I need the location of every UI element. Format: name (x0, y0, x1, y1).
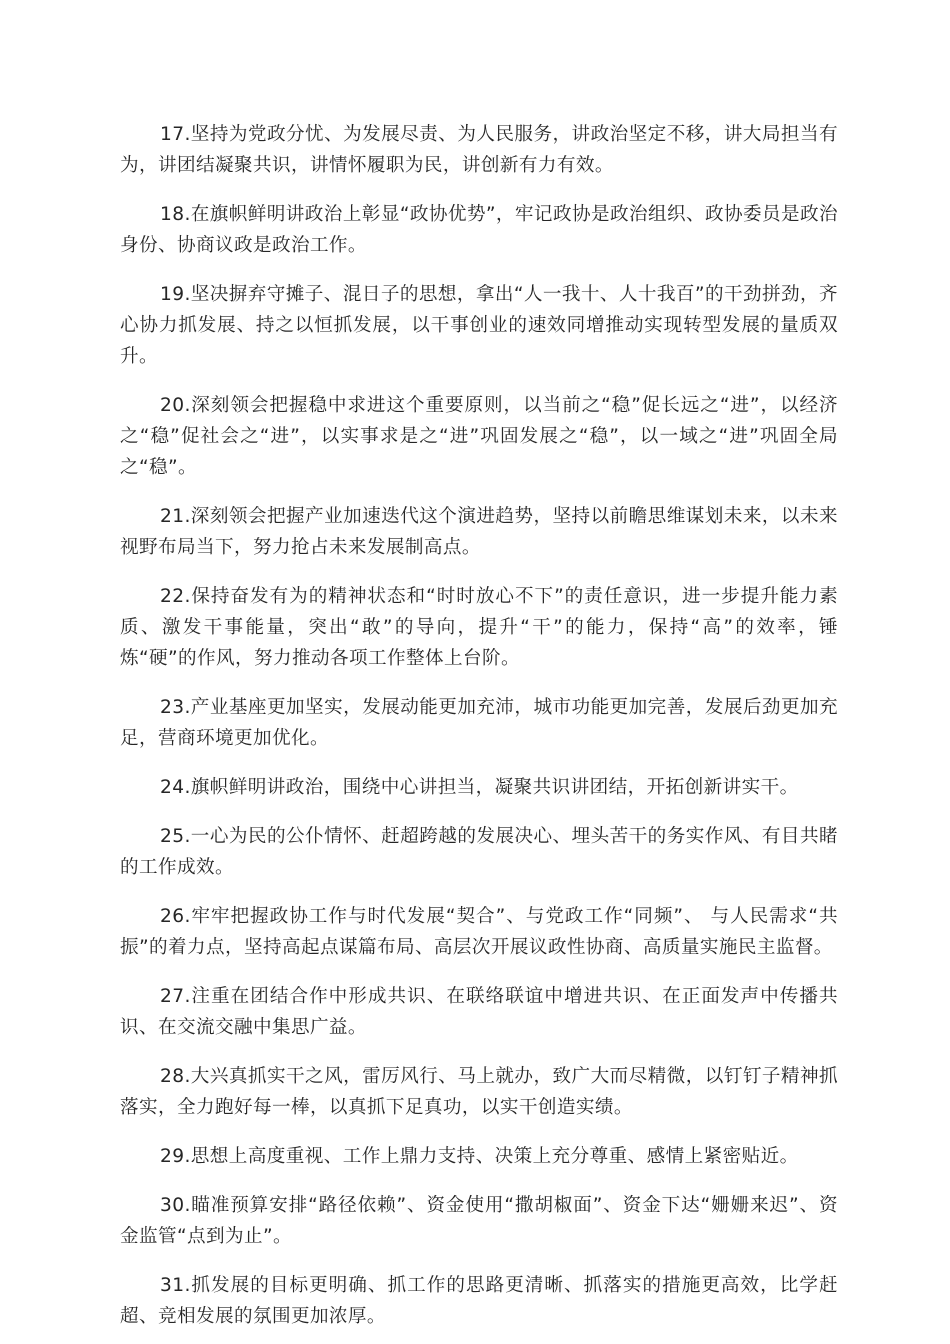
paragraph-29: 29.思想上高度重视、工作上鼎力支持、决策上充分尊重、感情上紧密贴近。 (160, 1146, 799, 1167)
paragraph-22: 22.保持奋发有为的精神状态和“时时放心不下”的责任意识，进一步提升能力素质、激发干事能量，突出“敢”的导向，提升“干”的能力，保持“高”的效率，锤炼“硬”的作风，努力推动各项工作整体上台阶。 (120, 586, 838, 669)
paragraph-31: 31.抓发展的目标更明确、抓工作的思路更清晰、抓落实的措施更高效，比学赶超、竞相发展的氛围更加浓厚。 (120, 1275, 838, 1327)
paragraph-20: 20.深刻领会把握稳中求进这个重要原则，以当前之“稳”促长远之“进”，以经济之“稳”促社会之“进”，以实事求是之“进”巩固发展之“稳”，以一域之“进”巩固全局之“稳”。 (120, 395, 838, 478)
paragraph-28: 28.大兴真抓实干之风，雷厉风行、马上就办，致广大而尽精微，以钉钉子精神抓落实，全力跑好每一棒，以真抓下足真功，以实干创造实绩。 (120, 1066, 838, 1118)
paragraph-18: 18.在旗帜鲜明讲政治上彰显“政协优势”，牢记政协是政治组织、政协委员是政治身份、协商议政是政治工作。 (120, 204, 838, 256)
paragraph-17: 17.坚持为党政分忧、为发展尽责、为人民服务，讲政治坚定不移，讲大局担当有为，讲团结凝聚共识，讲情怀履职为民，讲创新有力有效。 (120, 124, 838, 176)
paragraph-26: 26.牢牢把握政协工作与时代发展“契合”、与党政工作“同频”、 与人民需求“共振”的着力点，坚持高起点谋篇布局、高层次开展议政性协商、高质量实施民主监督。 (120, 906, 838, 958)
paragraph-30: 30.瞄准预算安排“路径依赖”、资金使用“撒胡椒面”、资金下达“姗姗来迟”、资金监管“点到为止”。 (120, 1195, 838, 1247)
paragraph-21: 21.深刻领会把握产业加速迭代这个演进趋势，坚持以前瞻思维谋划未来，以未来视野布局当下，努力抢占未来发展制高点。 (120, 506, 838, 558)
paragraph-19: 19.坚决摒弃守摊子、混日子的思想，拿出“人一我十、人十我百”的干劲拼劲，齐心协力抓发展、持之以恒抓发展，以干事创业的速效同增推动实现转型发展的量质双升。 (120, 284, 838, 367)
paragraph-25: 25.一心为民的公仆情怀、赶超跨越的发展决心、埋头苦干的务实作风、有目共睹的工作成效。 (120, 826, 838, 878)
paragraph-24: 24.旗帜鲜明讲政治，围绕中心讲担当，凝聚共识讲团结，开拓创新讲实干。 (160, 777, 799, 798)
paragraph-27: 27.注重在团结合作中形成共识、在联络联谊中增进共识、在正面发声中传播共识、在交流交融中集思广益。 (120, 986, 838, 1038)
paragraph-23: 23.产业基座更加坚实，发展动能更加充沛，城市功能更加完善，发展后劲更加充足，营商环境更加优化。 (120, 697, 838, 749)
